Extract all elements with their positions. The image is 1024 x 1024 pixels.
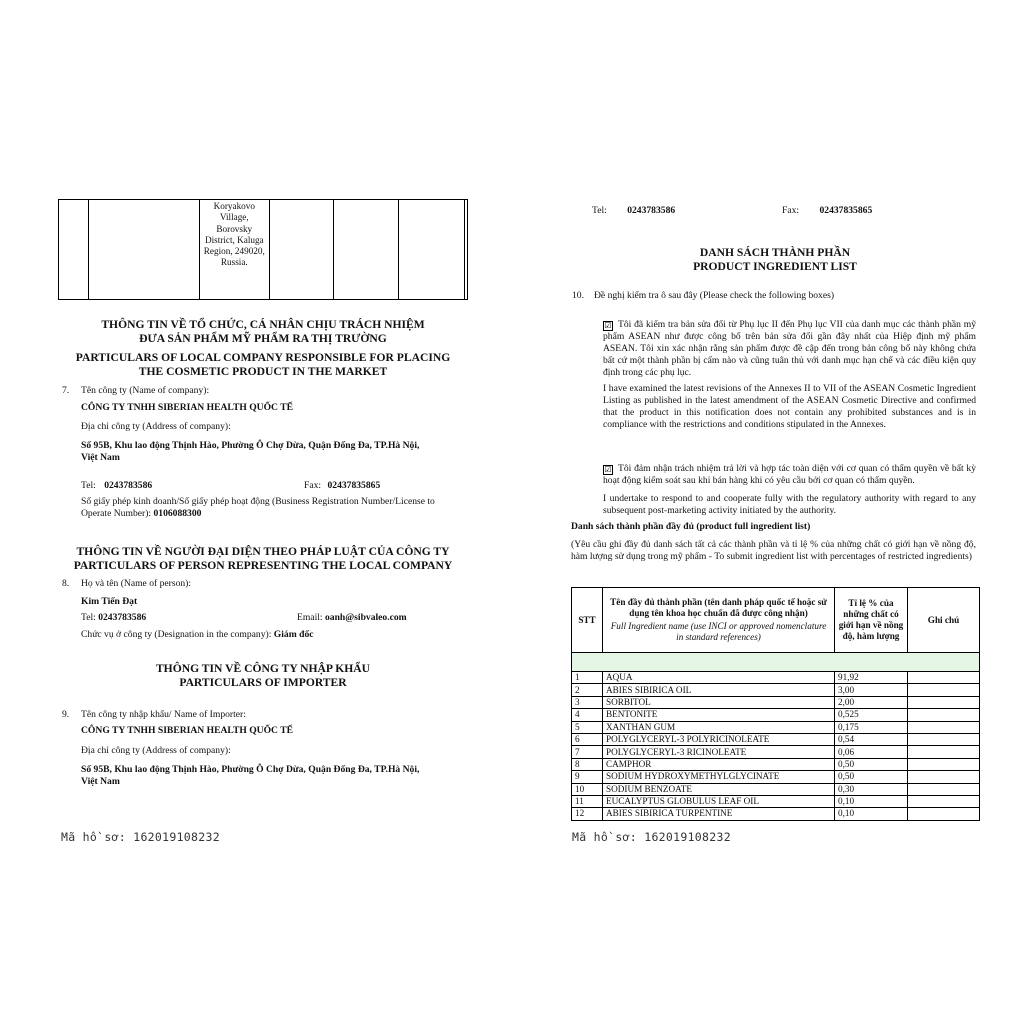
- row-stt: 4: [572, 709, 603, 721]
- row-note: [908, 733, 980, 745]
- table-row: [572, 721, 980, 733]
- col-name: Tên đầy đủ thành phần (tên danh pháp quốc tế hoặc sử dụng tên khoa học chuẩn đã được công nhận) Full Ingredient name (use INCI or approved nomenclature in standard references): [603, 588, 835, 653]
- company-title-vn-2: ĐƯA SẢN PHẨM MỸ PHẨM RA THỊ TRƯỜNG: [139, 332, 387, 345]
- table-row: [572, 795, 980, 807]
- company-tel-value: 0243783586: [104, 480, 153, 491]
- company-name-label: Tên công ty (Name of company):: [81, 385, 210, 396]
- row-percentage: 0,30: [835, 783, 908, 795]
- ingredient-table: [571, 587, 980, 821]
- row-stt: 6: [572, 733, 603, 745]
- table-row: [572, 672, 980, 684]
- row-stt: 8: [572, 758, 603, 770]
- manufacturer-table: [58, 199, 468, 300]
- row-ingredient-name: BENTONITE: [603, 709, 835, 721]
- person-email-value: oanh@sibvaleo.com: [324, 612, 407, 623]
- row-percentage: 0,525: [835, 709, 908, 721]
- checkbox-checked-icon[interactable]: ☑: [604, 465, 612, 474]
- table-cell-address: [200, 200, 270, 300]
- company-tel: Tel: 0243783586: [81, 480, 153, 491]
- right-fax: Fax: 02437835865: [782, 205, 873, 216]
- row-ingredient-name: SODIUM HYDROXYMETHYLGLYCINATE: [603, 771, 835, 783]
- check-instruction: Đề nghị kiểm tra ô sau đây (Please check the following boxes): [594, 290, 835, 301]
- table-row: [572, 733, 980, 745]
- declaration-2-vn: ☑ Tôi đảm nhận trách nhiệm trả lời và hợp tác toàn diện với cơ quan có thẩm quyền về bất kỳ hoạt động kiểm soát sau khi bán hàng khi có yêu cầu bởi cơ quan có thẩm quyền.: [603, 463, 976, 486]
- row-stt: 1: [572, 672, 603, 684]
- row-percentage: 0,10: [835, 808, 908, 820]
- right-tel-value: 0243783586: [627, 205, 676, 216]
- declaration-1-en: I have examined the latest revisions of the Annexes II to VII of the ASEAN Cosmetic Ingredient Listing as published in the latest amendment of the ASEAN Cosmetic Directive and confirmed that the product in this notification does not contain any prohibited substances and is in compliance with the restrictions and conditions stipulated in the Annexes.: [603, 383, 976, 430]
- highlight-row: [572, 653, 980, 672]
- company-fax-value: 02437835865: [327, 480, 381, 491]
- table-row: [572, 746, 980, 758]
- row-percentage: 0,10: [835, 795, 908, 807]
- row-ingredient-name: POLYGLYCERYL-3 RICINOLEATE: [603, 746, 835, 758]
- table-cell: [269, 200, 333, 300]
- row-ingredient-name: SODIUM BENZOATE: [603, 783, 835, 795]
- row-ingredient-name: AQUA: [603, 672, 835, 684]
- row-note: [908, 758, 980, 770]
- person-section-title: [50, 545, 476, 573]
- person-tel-value: 0243783586: [98, 612, 147, 623]
- company-title-en-1: PARTICULARS OF LOCAL COMPANY RESPONSIBLE FOR PLACING: [75, 351, 451, 364]
- row-ingredient-name: EUCALYPTUS GLOBULUS LEAF OIL: [603, 795, 835, 807]
- col-pct: Tỉ lệ % của những chất có giới hạn về nồng độ, hàm lượng: [835, 588, 908, 653]
- right-fax-value: 02437835865: [819, 205, 873, 216]
- row-note: [908, 795, 980, 807]
- row-percentage: 3,00: [835, 684, 908, 696]
- row-ingredient-name: POLYGLYCERYL-3 POLYRICINOLEATE: [603, 733, 835, 745]
- person-title-vn: THÔNG TIN VỀ NGƯỜI ĐẠI DIỆN THEO PHÁP LUẬT CỦA CÔNG TY: [76, 545, 450, 558]
- item-number-9: 9.: [62, 709, 70, 720]
- row-stt: 7: [572, 746, 603, 758]
- row-note: [908, 696, 980, 708]
- row-note: [908, 746, 980, 758]
- importer-section-title: [58, 662, 468, 690]
- full-list-note: (Yêu cầu ghi đầy đủ danh sách tất cả các thành phần và tỉ lệ % của những chất có giới hạn về nồng độ, hàm lượng sử dụng trong mỹ phẩm - To submit ingredient list with percentages of restricted ingredients): [571, 539, 976, 562]
- ingredient-title-en: PRODUCT INGREDIENT LIST: [693, 260, 857, 273]
- table-row: [572, 684, 980, 696]
- left-footer-file-code: Mã hồ sơ: 162019108232: [61, 830, 220, 844]
- table-cell: [399, 200, 465, 300]
- company-fax: Fax: 02437835865: [304, 480, 381, 491]
- row-note: [908, 808, 980, 820]
- row-stt: 9: [572, 771, 603, 783]
- company-address-label: Địa chỉ công ty (Address of company):: [81, 421, 231, 432]
- person-name-value: Kim Tiến Đạt: [81, 596, 138, 607]
- row-ingredient-name: CAMPHOR: [603, 758, 835, 770]
- row-stt: 3: [572, 696, 603, 708]
- importer-name-value: CÔNG TY TNHH SIBERIAN HEALTH QUỐC TẾ: [81, 725, 294, 736]
- importer-name-label: Tên công ty nhập khẩu/ Name of Importer:: [81, 709, 246, 720]
- ingredient-list-title: [570, 246, 980, 274]
- col-stt: STT: [572, 588, 603, 653]
- company-license: Số giấy phép kinh doanh/Số giấy phép hoạt động (Business Registration Number/License to Operate Number): 0106088300: [81, 496, 435, 519]
- company-section-title: [58, 318, 468, 379]
- row-percentage: 0,175: [835, 721, 908, 733]
- row-percentage: 2,00: [835, 696, 908, 708]
- row-note: [908, 783, 980, 795]
- right-tel: Tel: 0243783586: [592, 205, 676, 216]
- highlight-cell: [572, 653, 980, 672]
- row-note: [908, 709, 980, 721]
- company-license-value: 0106088300: [153, 507, 202, 519]
- row-percentage: 0,54: [835, 733, 908, 745]
- row-ingredient-name: ABIES SIBIRICA OIL: [603, 684, 835, 696]
- row-percentage: 0,06: [835, 746, 908, 758]
- table-cell: [333, 200, 399, 300]
- item-number-8: 8.: [62, 578, 70, 589]
- importer-address-value: Số 95B, Khu lao động Thịnh Hào, Phường Ô Chợ Dừa, Quận Đống Đa, TP.Hà Nội, Việt Nam: [81, 764, 420, 787]
- table-cell: [465, 200, 468, 300]
- table-row: [572, 709, 980, 721]
- checkbox-checked-icon[interactable]: ☑: [604, 321, 612, 330]
- col-note: Ghi chú: [908, 588, 980, 653]
- row-percentage: 0,50: [835, 771, 908, 783]
- row-note: [908, 771, 980, 783]
- ingredient-title-vn: DANH SÁCH THÀNH PHẦN: [699, 246, 851, 259]
- row-ingredient-name: ABIES SIBIRICA TURPENTINE: [603, 808, 835, 820]
- table-row: [572, 808, 980, 820]
- person-email: Email: oanh@sibvaleo.com: [297, 612, 407, 623]
- row-ingredient-name: XANTHAN GUM: [603, 721, 835, 733]
- company-name-value: CÔNG TY TNHH SIBERIAN HEALTH QUỐC TẾ: [81, 402, 294, 413]
- full-list-title: Danh sách thành phần đầy đủ (product full ingredient list): [571, 521, 811, 532]
- company-title-en-2: THE COSMETIC PRODUCT IN THE MARKET: [138, 365, 388, 378]
- person-title-en: PARTICULARS OF PERSON REPRESENTING THE LOCAL COMPANY: [73, 559, 453, 572]
- row-stt: 12: [572, 808, 603, 820]
- declaration-1-vn: ☑ Tôi đã kiểm tra bản sửa đổi từ Phụ lục II đến Phụ lục VII của danh mục các thành phần mỹ phẩm ASEAN như được công bố trên bản sửa đổi gần đây nhất của Hiệp định mỹ phẩm ASEAN. Tôi xin xác nhận rằng sản phẩm được đề cập đến trong bản công bố này không chứa bất cứ một thành phần bị cấm nào và cũng tuân thủ với danh mục hạn chế và các điều kiện quy định trong các phụ lục.: [603, 319, 976, 378]
- row-stt: 2: [572, 684, 603, 696]
- row-stt: 11: [572, 795, 603, 807]
- row-note: [908, 684, 980, 696]
- person-position: Chức vụ ở công ty (Designation in the company): Giám đốc: [81, 629, 314, 640]
- row-percentage: 0,50: [835, 758, 908, 770]
- importer-address-label: Địa chỉ công ty (Address of company):: [81, 745, 231, 756]
- table-row: [572, 783, 980, 795]
- row-stt: 5: [572, 721, 603, 733]
- table-cell: [89, 200, 200, 300]
- row-percentage: 91,92: [835, 672, 908, 684]
- person-position-value: Giám đốc: [273, 629, 314, 640]
- declaration-2-en: I undertake to respond to and cooperate fully with the regulatory authority with regard to any subsequent post-marketing activity initiated by the authority.: [603, 493, 976, 516]
- item-number-10: 10.: [572, 290, 584, 301]
- row-ingredient-name: SORBITOL: [603, 696, 835, 708]
- item-number-7: 7.: [62, 385, 70, 396]
- person-name-label: Họ và tên (Name of person):: [81, 578, 192, 589]
- ingredient-table-header: [572, 588, 980, 653]
- row-note: [908, 721, 980, 733]
- right-footer-file-code: Mã hồ sơ: 162019108232: [572, 830, 731, 844]
- table-cell: [59, 200, 89, 300]
- company-title-vn-1: THÔNG TIN VỀ TỔ CHỨC, CÁ NHÂN CHỊU TRÁCH NHIỆM: [101, 318, 425, 331]
- person-tel: Tel: 0243783586: [81, 612, 147, 623]
- company-address-value: Số 95B, Khu lao động Thịnh Hào, Phường Ô Chợ Dừa, Quận Đống Đa, TP.Hà Nội, Việt Nam: [81, 440, 420, 463]
- importer-title-en: PARTICULARS OF IMPORTER: [179, 676, 347, 689]
- row-stt: 10: [572, 783, 603, 795]
- table-row: [572, 758, 980, 770]
- table-row: [572, 771, 980, 783]
- table-row: [572, 696, 980, 708]
- importer-title-vn: THÔNG TIN VỀ CÔNG TY NHẬP KHẨU: [155, 662, 371, 675]
- manufacturer-address: Koryakovo Village, Borovsky District, Kaluga Region, 249020, Russia.: [203, 201, 265, 268]
- row-note: [908, 672, 980, 684]
